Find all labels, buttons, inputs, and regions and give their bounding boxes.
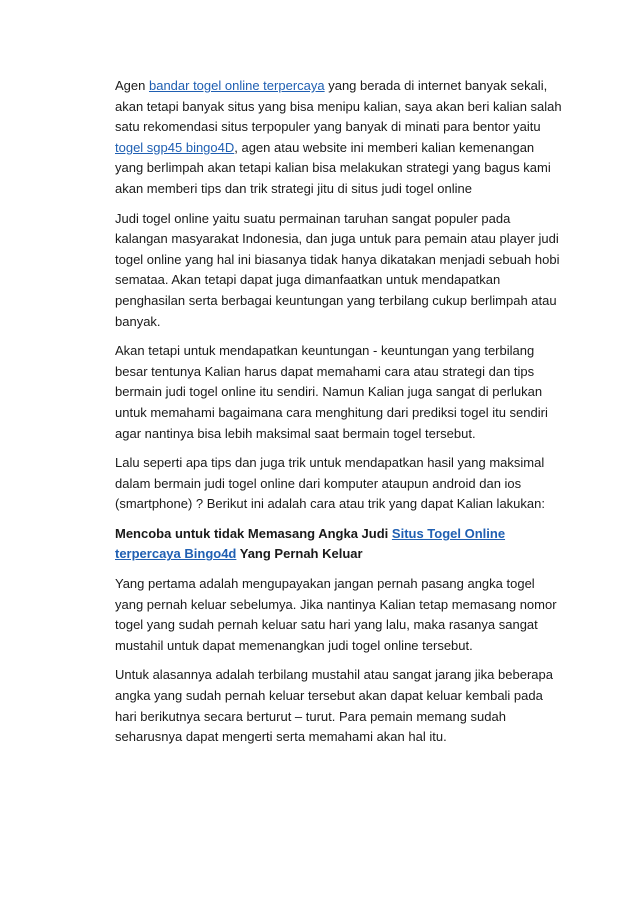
- link-bandar-togel[interactable]: bandar togel online terpercaya: [148, 78, 325, 93]
- paragraph-judi-togel: Judi togel online yaitu suatu permainan taruhan sangat populer pada kalangan masyarakat Indonesia, dan juga untuk para pemain atau player judi togel online yang hal ini biasanya tidak hanya dikatakan menjadi sebuah hobi semataa. Akan tetapi dapat juga dimanfaatkan untuk mendapatkan penghasilan serta berbagai keuntungan yang terbilang cukup berlimpah atau banyak.: [115, 210, 560, 329]
- document-page: [115, 76, 565, 757]
- heading-text-1: Mencoba untuk tidak Memasang Angka Judi: [115, 525, 392, 541]
- paragraph-alasan: Untuk alasannya adalah terbilang mustahil atau sangat jarang jika beberapa angka yang sudah pernah keluar tersebut akan dapat keluar kembali pada hari berikutnya secara berturut – turut. Para pemain memang sudah seharusnya dapat mengerti serta memahami akan hal itu.: [115, 667, 553, 745]
- section-heading: [115, 524, 565, 565]
- intro-text-2: yang berada di internet banyak sekali, akan tetapi banyak situs yang bisa menipu kalian, saya akan beri kalian salah satu rekomendasi situs terpopuler yang banyak di minati para bentor yaitu: [115, 78, 562, 135]
- paragraph-tips: Lalu seperti apa tips dan juga trik untuk mendapatkan hasil yang maksimal dalam bermain judi togel online dari komputer ataupun android dan ios (smartphone) ? Berikut ini adalah cara atau trik yang dapat Kalian lakukan:: [115, 455, 545, 512]
- link-situs-togel[interactable]: Situs Togel Online terpercaya Bingo4d: [115, 525, 506, 562]
- paragraph-intro: [115, 76, 565, 200]
- intro-text-1: Agen: [115, 78, 149, 93]
- heading-text-2: Yang Pernah Keluar: [236, 546, 363, 562]
- intro-text-3: , agen atau website ini memberi kalian kemenangan yang berlimpah akan tetapi kalian bisa melakukan strategi yang bagus kami akan memberi tips dan trik strategi jitu di situs judi togel online: [115, 139, 551, 196]
- paragraph-pertama: Yang pertama adalah mengupayakan jangan pernah pasang angka togel yang pernah keluar sebelumya. Jika nantinya Kalian tetap memasang nomor togel yang sudah pernah keluar satu hari yang lalu, maka rasanya sangat mustahil untuk dapat memenangkan judi togel online tersebut.: [115, 576, 557, 653]
- link-togel-sgp45[interactable]: togel sgp45 bingo4D: [115, 139, 235, 155]
- paragraph-strategi: Akan tetapi untuk mendapatkan keuntungan - keuntungan yang terbilang besar tentunya Kalian harus dapat memahami cara atau strategi dan tips bermain judi togel online itu sendiri. Namun Kalian juga sangat di perlukan untuk memahami bagaimana cara menghitung dari prediksi togel itu sendiri agar nantinya bisa lebih maksimal saat bermain togel tersebut.: [115, 343, 548, 441]
